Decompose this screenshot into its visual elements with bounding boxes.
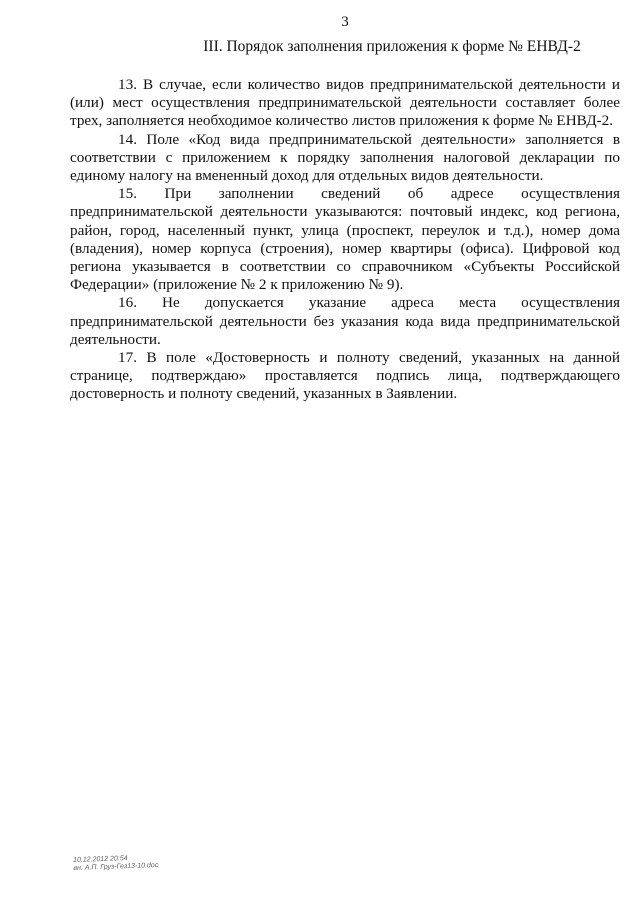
file-stamp-date: 10.12.2012 20:54 <box>73 855 128 864</box>
paragraph-17: 17. В поле «Достоверность и полноту сведений, указанных на данной странице, подтверждаю» проставляется подпись лица, подтверждающего достоверность и полноту сведений, указанных в Заявлении. <box>70 349 620 403</box>
paragraph-14: 14. Поле «Код вида предпринимательской деятельности» заполняется в соответствии с приложением к порядку заполнения налоговой декларации по единому налогу на вмененный доход для отдельных видов деятельности. <box>70 130 620 185</box>
file-stamp <box>73 854 158 873</box>
paragraph-13: 13. В случае, если количество видов предпринимательской деятельности и (или) мест осуществления предпринимательской деятельности составляет более трех, заполняется необходимое количество листов приложения к форме № ЕНВД-2. <box>70 76 620 130</box>
document-body <box>70 76 620 404</box>
page-number: 3 <box>341 14 349 30</box>
file-stamp-path: вн. А.П. Груз-Гез13-10.doc <box>73 862 159 872</box>
paragraph-16: 16. Не допускается указание адреса места осуществления предпринимательской деятельности без указания кода вида предпринимательской деятельности. <box>70 294 620 348</box>
paragraph-15: 15. При заполнении сведений об адресе осуществления предпринимательской деятельности указываются: почтовый индекс, код региона, район, город, населенный пункт, улица (проспект, переулок и т.д.), номер дома (владения), номер корпуса (строения), номер квартиры (офиса). Цифровой код региона указывается в соответствии со справочником «Субъекты Российской Федерации» (приложение № 2 к приложению № 9). <box>70 185 620 294</box>
section-title: III. Порядок заполнения приложения к форме № ЕНВД-2 <box>203 38 581 55</box>
